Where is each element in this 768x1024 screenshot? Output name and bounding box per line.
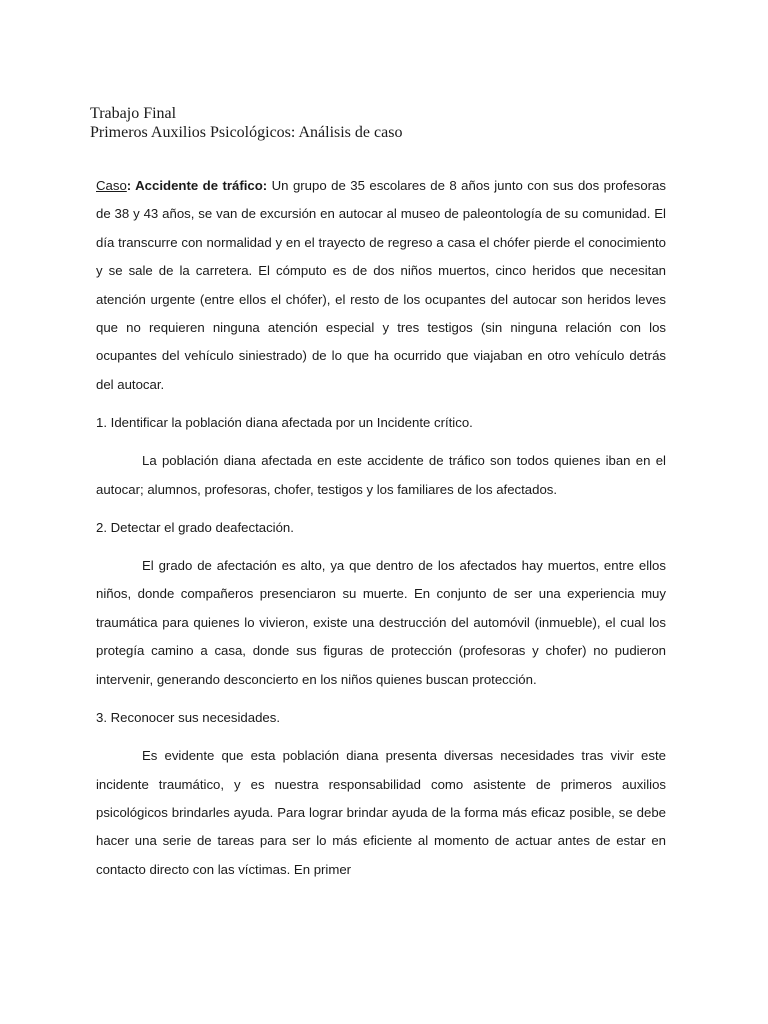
case-title: Accidente de tráfico: bbox=[135, 178, 268, 193]
section-heading-2: 2. Detectar el grado deafectación. bbox=[96, 520, 294, 536]
case-text: Un grupo de 35 escolares de 8 años junto con sus dos profesoras de 38 y 43 años, se van de excursión en autocar al museo de paleontología de su comunidad. El día transcurre con normalidad y en el trayecto de regreso a casa el chófer pierde el conocimiento y se sale de la carretera. El cómputo es de dos niños muertos, cinco heridos que necesitan atención urgente (entre ellos el chófer), el resto de los ocupantes del autocar son heridos leves que no requieren ninguna atención especial y tres testigos (sin ninguna relación con los ocupantes del vehículo siniestrado) de lo que ha ocurrido que viajaban en otro vehículo detrás del autocar. bbox=[96, 178, 666, 392]
section-heading-3: 3. Reconocer sus necesidades. bbox=[96, 710, 281, 726]
header-subtitle: Primeros Auxilios Psicológicos: Análisis de caso bbox=[90, 124, 403, 141]
header-title: Trabajo Final bbox=[90, 105, 177, 122]
section-heading-1: 1. Identificar la población diana afectada por un Incidente crítico. bbox=[96, 415, 473, 431]
document-header bbox=[90, 104, 690, 142]
case-colon: : bbox=[126, 178, 136, 193]
section-paragraph-2: El grado de afectación es alto, ya que dentro de los afectados hay muertos, entre ellos niños, donde compañeros presenciaron su muerte. En conjunto de ser una experiencia muy traumática para quienes lo vivieron, existe una destrucción del automóvil (inmueble), el cual los protegía camino a casa, donde sus figuras de protección (profesoras y chofer) no pudieron intervenir, generando desconcierto en los niños quienes buscan protección. bbox=[96, 558, 666, 687]
section-paragraph-1: La población diana afectada en este accidente de tráfico son todos quienes iban en el autocar; alumnos, profesoras, chofer, testigos y los familiares de los afectados. bbox=[96, 453, 666, 497]
case-paragraph bbox=[96, 172, 666, 399]
section-paragraph-3: Es evidente que esta población diana presenta diversas necesidades tras vivir este incidente traumático, y es nuestra responsabilidad como asistente de primeros auxilios psicológicos brindarles ayuda. Para lograr brindar ayuda de la forma más eficaz posible, se debe hacer una serie de tareas para ser lo más eficiente al momento de actuar antes de estar en contacto directo con las víctimas. En primer bbox=[96, 748, 666, 877]
document-body bbox=[96, 172, 666, 894]
case-label: Caso bbox=[96, 178, 127, 193]
